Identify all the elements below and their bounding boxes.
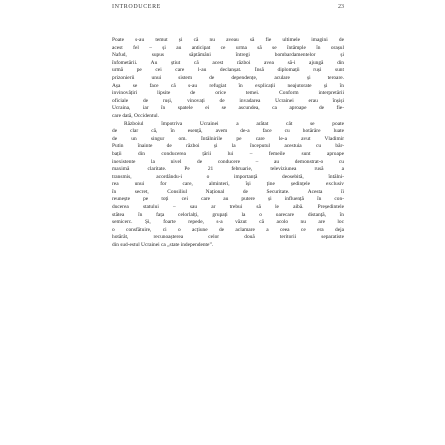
text-line: inexistente la nivel de conducere – au demonstrat-o cu bbox=[112, 158, 344, 165]
text-line: ducerea statului – sau ar trebui să le aibă. Președintele bbox=[112, 204, 344, 211]
paragraph bbox=[112, 121, 344, 250]
body-text bbox=[112, 37, 344, 250]
text-line: stătea în fața celorlalți, grupați la o oarecare distanță, în bbox=[112, 211, 344, 218]
text-line: oficiale de ruși, vinovați de invadarea Ucrainei erau înșiși bbox=[112, 97, 344, 104]
text-line: hotărât, recunoașterea celor două teritorii separatiste bbox=[112, 234, 344, 241]
text-line: o consfătuire, ci o acțiune de aclamare a ceea ce era deja bbox=[112, 226, 344, 233]
text-line: care dată, Occidentul. bbox=[112, 112, 159, 119]
text-line: Poate s-au temut și că nu aveau să fie ultimele imagini de bbox=[112, 37, 344, 43]
page-number: 23 bbox=[338, 4, 344, 10]
text-line: invinovățiri lipsite de orice temei. Conform interpretării bbox=[112, 90, 344, 97]
text-line: Putin înainte de război și la începutul acestuia cu băr- bbox=[112, 143, 344, 150]
text-line: Războiul împotriva Ucrainei a arătat cât se poate bbox=[124, 120, 344, 127]
text-line: reunește pe toți cei care au putere și influență în con- bbox=[112, 196, 344, 203]
paragraph bbox=[112, 37, 344, 121]
text-line: Ucraina, iar în spatele ei se ascundea, ca aproape de fie- bbox=[112, 105, 344, 112]
text-line: maximă claritate. Pe 21 februarie, televiziunea rusă a bbox=[112, 166, 344, 173]
text-line: rea unui for care, alminteri, își ține ședințele exclusiv bbox=[112, 181, 344, 188]
text-line: transmis, acordându-i o importanță deosebită, întâlni- bbox=[112, 173, 344, 180]
page-header bbox=[112, 4, 344, 14]
text-line: urmă pe cei care l-au declanșat. Însă diplomații ruși sunt bbox=[112, 67, 344, 74]
text-line: din sud-estul Ucrainei ca „state independente”. bbox=[112, 242, 214, 249]
text-line: de un singur om. Întâlnirile pe care le-a avut Vladimir bbox=[112, 135, 344, 142]
text-line: acest fel – și au anticipat ce urma să se întâmple în orașul bbox=[112, 44, 344, 51]
text-line: Nafud, supus săptămâni întregi bombardamentelor și bbox=[112, 52, 344, 59]
text-line: înfometării. Au știut că acest război avea să-i ajungă din bbox=[112, 59, 344, 66]
text-line: Așa se face că s-au refugiat în explicații neajutorate și în bbox=[112, 82, 344, 89]
text-line: de clar că, în esență, avem de-a face cu hotărâre luate bbox=[112, 128, 344, 135]
text-line: semicerc. Și, foarte repede, s-a văzut că acolo nu are loc bbox=[112, 219, 344, 226]
text-line: prizonierii unui sistem de dependențe, aculare și teroare. bbox=[112, 74, 344, 81]
text-line: în secret, Consiliul Național de Securitate. Acesta îi bbox=[112, 188, 344, 195]
running-title: INTRODUCERE bbox=[112, 4, 161, 10]
text-line: bații din conducerea țării lui – femeile sunt aproape bbox=[112, 150, 344, 157]
